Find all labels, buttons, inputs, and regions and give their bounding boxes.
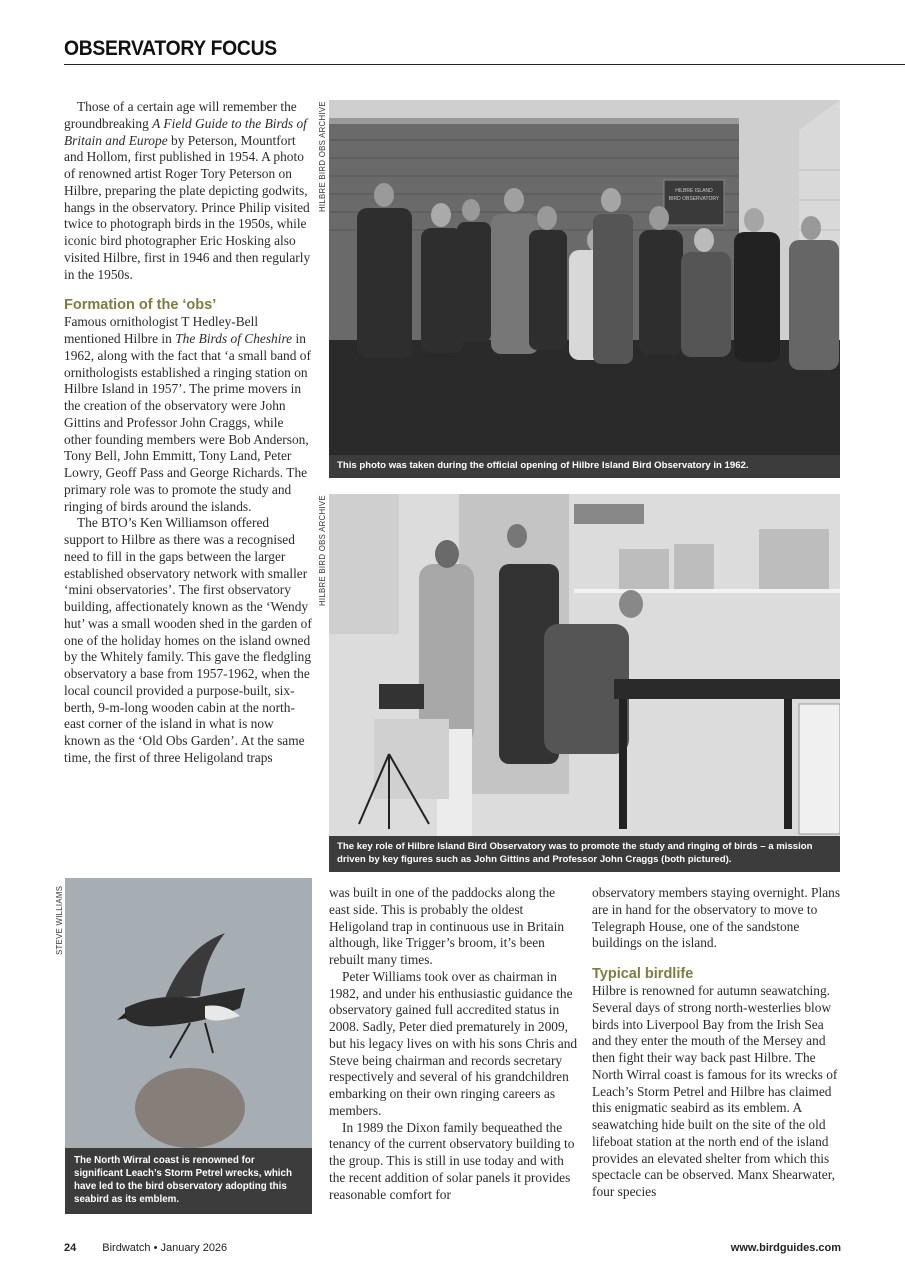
- website-link[interactable]: www.birdguides.com: [730, 1242, 841, 1254]
- section-title: OBSERVATORY FOCUS: [64, 37, 277, 60]
- svg-text:BIRD OBSERVATORY: BIRD OBSERVATORY: [668, 196, 720, 202]
- birdlife-paragraph: Hilbre is renowned for autumn seawatching. Several days of strong north-westerlies blow birds into Liverpool Bay from the Irish Sea and they enter the mouth of the Mersey and then fight their way back past Hilbre. The North Wirral coast is famous for its wrecks of Leach’s Storm Petrel and Hilbre has claimed this enigmatic seabird as its emblem. A seawatching hide built on the site of the old lifeboat station at the north end of the island provides an elevated shelter from which this spectacle can be observed. Manx Shearwater, four species: [592, 983, 838, 1199]
- publication-info: Birdwatch • January 2026: [102, 1242, 228, 1254]
- article-column-1: [64, 99, 312, 767]
- photo-credit-interior: HILBRE BIRD OBS ARCHIVE: [318, 495, 327, 606]
- book-title: The Birds of Cheshire: [175, 331, 293, 346]
- book-title: A Field Guide to the Birds of Britain and Europe: [64, 115, 307, 148]
- group-photo: [329, 100, 840, 478]
- dixon-family-paragraph: In 1989 the Dixon family bequeathed the tenancy of the current observatory building to the group. This is still in use today and with the recent addition of solar panels it provides reasonable comfort for: [329, 1119, 575, 1202]
- photo-credit-petrel: STEVE WILLIAMS: [55, 885, 64, 955]
- footer-left: [64, 1242, 227, 1254]
- interior-photo-caption: The key role of Hilbre Island Bird Observatory was to promote the study and ringing of birds – a mission driven by key figures such as John Gittins and Professor John Craggs (both pictured).: [329, 836, 840, 872]
- interior-photo: [329, 494, 840, 872]
- group-photo-image: [329, 100, 840, 478]
- heligoland-paragraph: was built in one of the paddocks along the east side. This is probably the oldest Heligoland trap in continuous use in Britain although, like Trigger’s broom, it’s been rebuilt many times.: [329, 885, 565, 967]
- intro-paragraph: Those of a certain age will remember the groundbreaking A Field Guide to the Birds of Britain and Europe by Peterson, Mountfort and Hollom, first published in 1954. A photo of renowned artist Roger Tory Peterson on Hilbre, preparing the plate depicting godwits, hangs in the observatory. Prince Philip visited twice to photograph birds in the 1950s, while iconic bird photographer Eric Hosking also visited Hilbre, first in 1946 and then regularly in the 1950s.: [64, 99, 311, 282]
- interior-photo-image: [329, 494, 840, 872]
- article-column-3: [592, 885, 842, 1201]
- group-photo-caption: This photo was taken during the official opening of Hilbre Island Bird Observatory in 1962.: [329, 455, 840, 479]
- bto-paragraph: The BTO’s Ken Williamson offered support to Hilbre as there was a recognised need to fill in the gaps between the larger established observatory network with smaller ‘mini observatories’. The first observatory building, affectionately known as the ‘Wendy hut’ was a small wooden shed in the garden of one of the holiday homes on the island owned by the Whitely family. This gave the fledgling observatory a base from 1957-1962, when the local council provided a purpose-built, six-berth, 9-m-long wooden cabin at the north-east corner of the island in what is now known as the ‘Old Obs Garden’. At the same time, the first of three Heligoland traps: [64, 515, 312, 765]
- petrel-photo-caption: The North Wirral coast is renowned for significant Leach’s Storm Petrel wrecks, which have led to the bird observatory adopting this seabird as its emblem.: [65, 1148, 312, 1214]
- peter-williams-paragraph: Peter Williams took over as chairman in 1982, and under his enthusiastic guidance the observatory gained full accredited status in 2008. Sadly, Peter died prematurely in 2009, but his legacy lives on with his sons Chris and Steve being chairman and records secretary respectively and several of his grandchildren embarking on their own ringing careers as members.: [329, 968, 578, 1118]
- subheading-typical-birdlife: Typical birdlife: [592, 966, 694, 982]
- photo-credit-group: HILBRE BIRD OBS ARCHIVE: [318, 101, 327, 212]
- formation-paragraph: Famous ornithologist T Hedley-Bell mentioned Hilbre in The Birds of Cheshire in 1962, along with the fact that ‘a small band of ornithologists established a ringing station on Hilbre Island in 1957’. The prime movers in the creation of the observatory were John Gittins and Professor John Craggs, while other founding members were Bob Anderson, Tony Bell, John Emmitt, Tony Land, Peter Lowry, Geoff Pass and George Richards. The primary role was to promote the study and ringing of birds around the islands.: [64, 314, 311, 514]
- storm-petrel-photo: [65, 878, 312, 1214]
- svg-text:HILBRE ISLAND: HILBRE ISLAND: [675, 188, 713, 194]
- page-number: 24: [64, 1242, 77, 1254]
- title-rule: [64, 64, 905, 65]
- article-column-2: [329, 885, 579, 1203]
- subheading-formation: Formation of the ‘obs’: [64, 297, 217, 314]
- overnight-paragraph: observatory members staying overnight. Plans are in hand for the observatory to move to Telegraph House, one of the sandstone buildings on the island.: [592, 885, 841, 951]
